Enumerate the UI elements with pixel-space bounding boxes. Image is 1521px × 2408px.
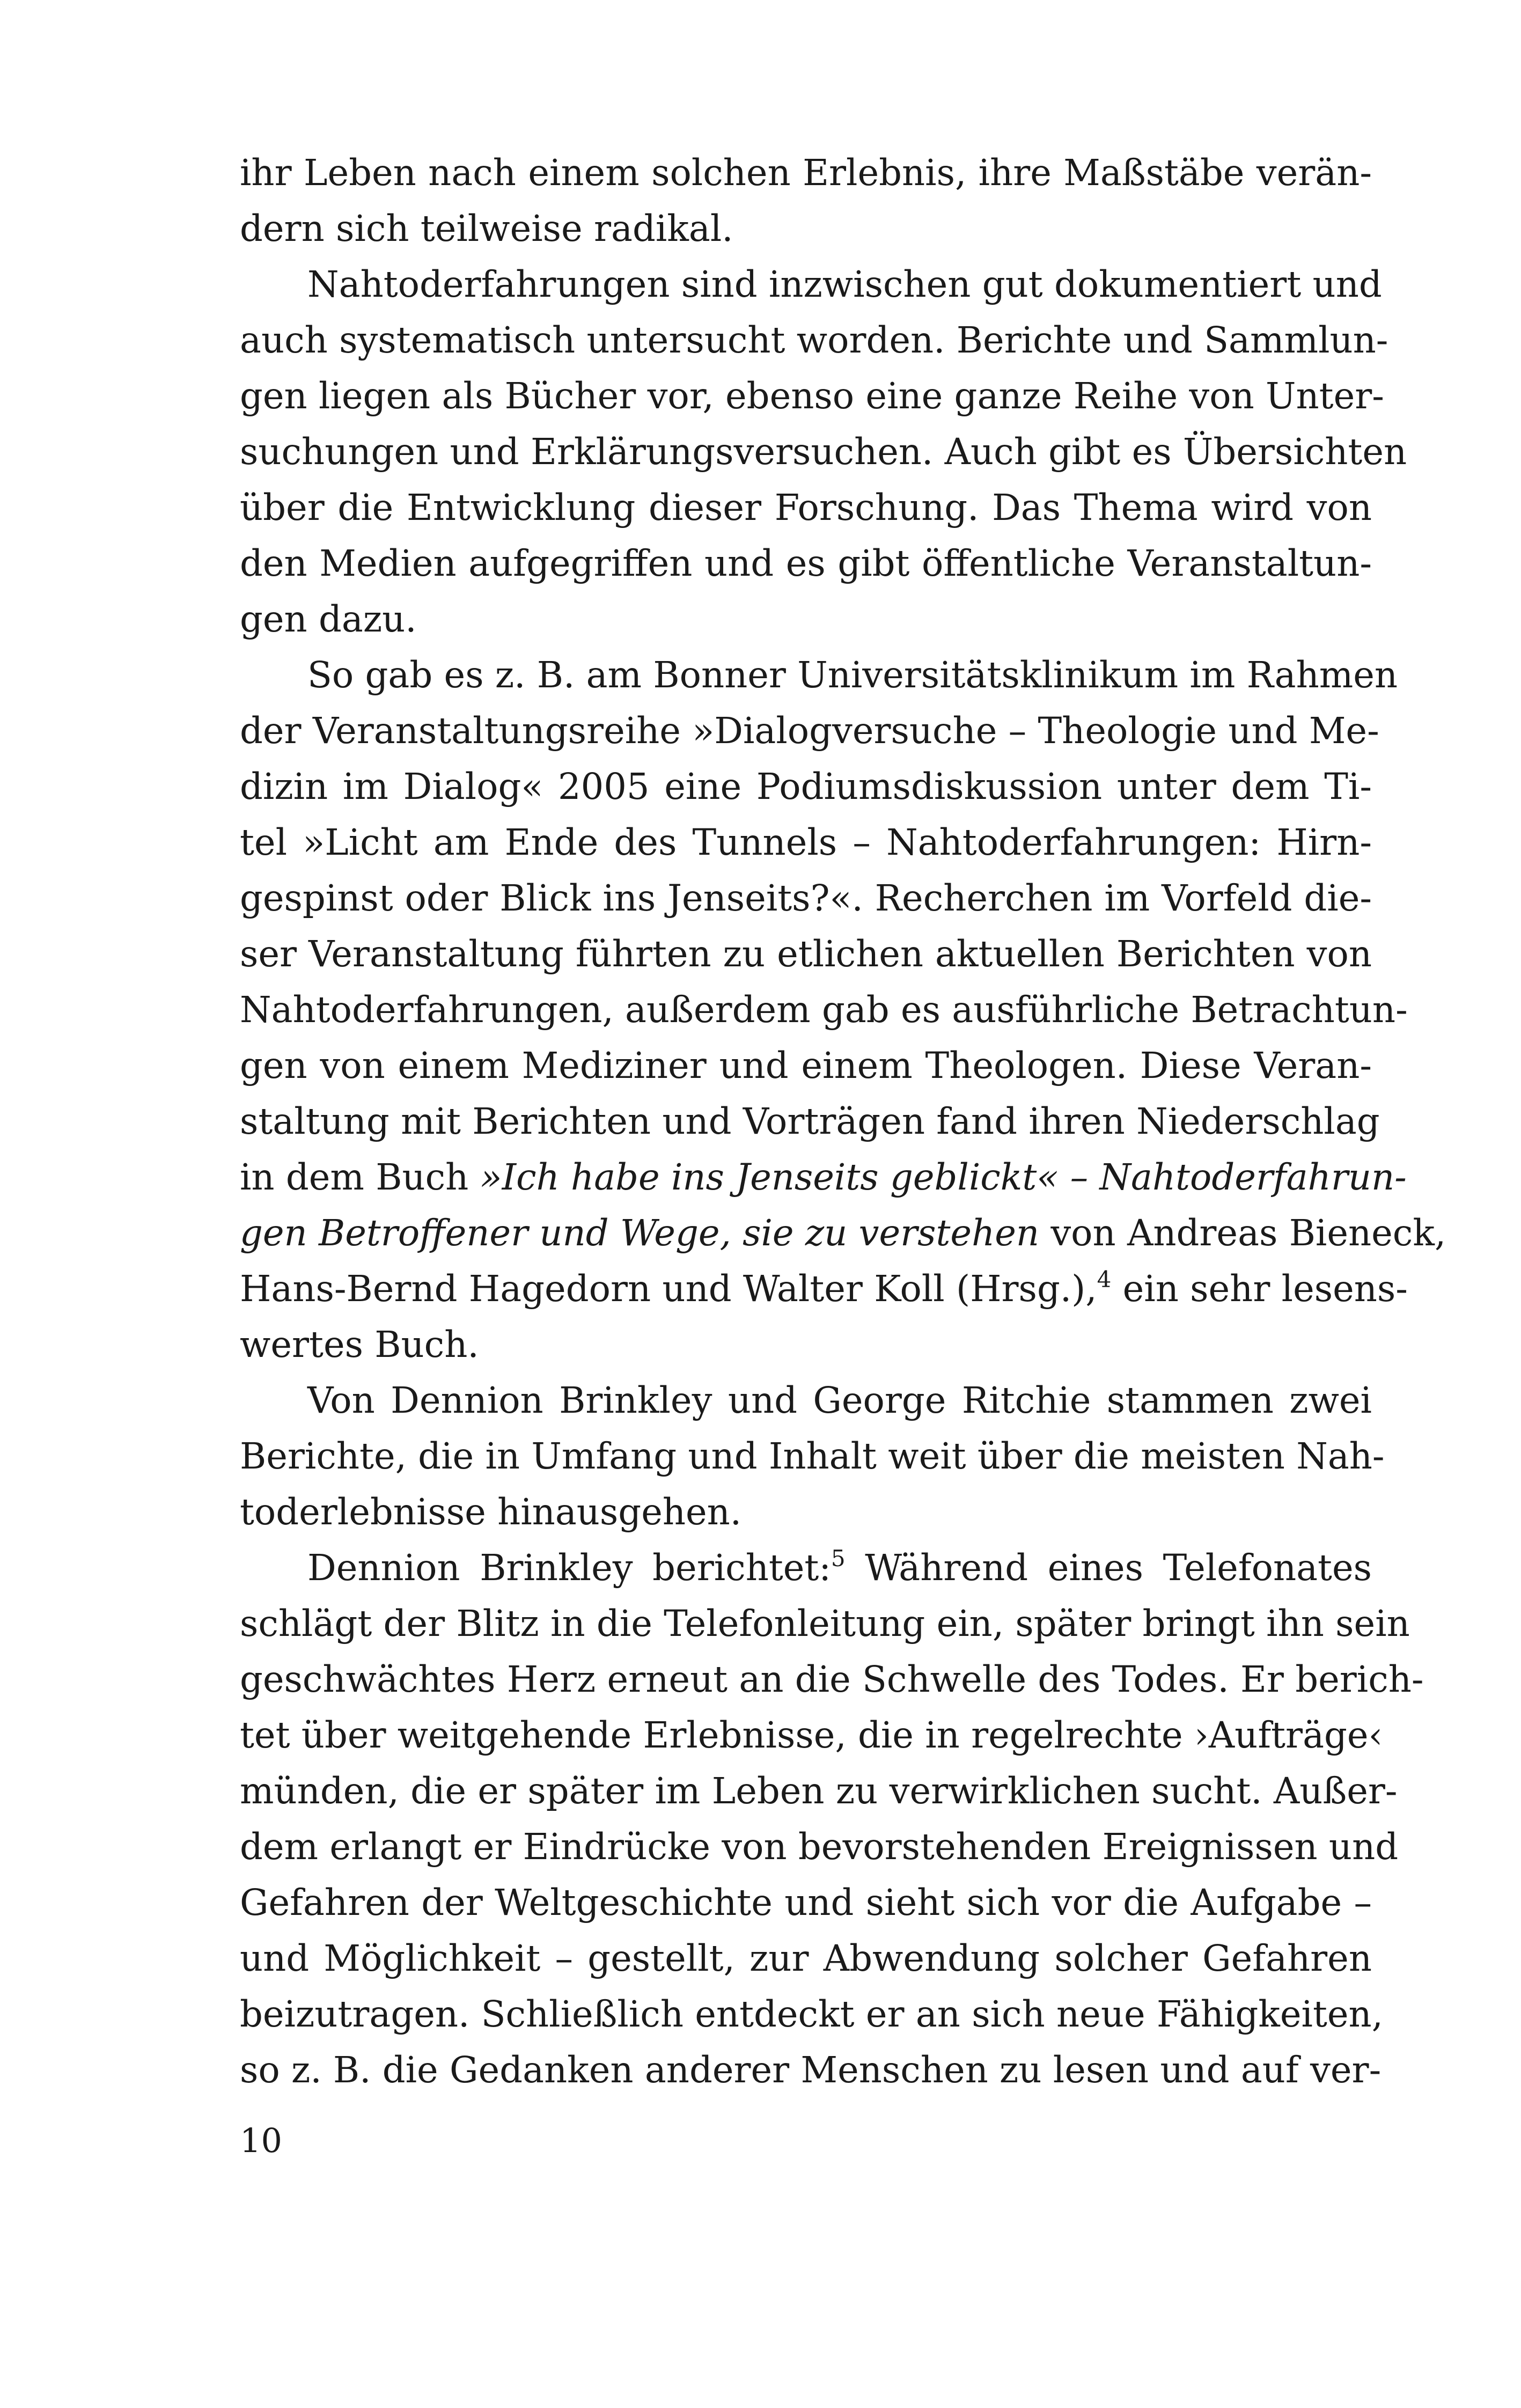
text-line: den Medien aufgegriffen und es gibt öffentliche Veranstaltun- — [240, 542, 1372, 584]
text-segment: Hans-Bernd Hagedorn und Walter Koll (Hrsg.), — [240, 1268, 1097, 1310]
text-line — [240, 1261, 1408, 1317]
book-page-text — [240, 145, 1446, 2098]
text-line: auch systematisch untersucht worden. Berichte und Sammlun- — [240, 319, 1388, 361]
text-line: geschwächtes Herz erneut an die Schwelle des Todes. Er berich- — [240, 1658, 1424, 1700]
text-segment: ein sehr lesens- — [1111, 1268, 1408, 1310]
text-line: münden, die er später im Leben zu verwirklichen sucht. Außer- — [240, 1770, 1398, 1812]
text-line: gespinst oder Blick ins Jenseits?«. Recherchen im Vorfeld die- — [240, 877, 1372, 919]
text-line: Nahtoderfahrungen sind inzwischen gut dokumentiert und — [307, 263, 1382, 305]
text-line: beizutragen. Schließlich entdeckt er an sich neue Fähigkeiten, — [240, 1993, 1383, 2035]
text-line: Von Dennion Brinkley und George Ritchie stammen zwei — [307, 1379, 1372, 1421]
text-line: Gefahren der Weltgeschichte und sieht sich vor die Aufgabe – — [240, 1882, 1372, 1924]
text-line: Nahtoderfahrungen, außerdem gab es ausführliche Betrachtun- — [240, 989, 1408, 1031]
text-line: so z. B. die Gedanken anderer Menschen zu lesen und auf ver- — [240, 2049, 1382, 2091]
text-line: über die Entwicklung dieser Forschung. Das Thema wird von — [240, 487, 1372, 528]
text-line: der Veranstaltungsreihe »Dialogversuche – Theologie und Me- — [240, 710, 1379, 752]
paragraph-4 — [240, 1372, 1385, 1540]
text-line: Berichte, die in Umfang und Inhalt weit über die meisten Nah- — [240, 1435, 1385, 1477]
text-line: toderlebnisse hinausgehen. — [240, 1491, 742, 1533]
text-line: dem erlangt er Eindrücke von bevorstehenden Ereignissen und — [240, 1826, 1399, 1868]
text-line: tet über weitgehende Erlebnisse, die in regelrechte ›Aufträge‹ — [240, 1714, 1383, 1756]
text-line: tel »Licht am Ende des Tunnels – Nahtoderfahrungen: Hirn- — [240, 821, 1372, 863]
text-line: schlägt der Blitz in die Telefonleitung ein, später bringt ihn sein — [240, 1603, 1410, 1645]
text-segment: von Andreas Bieneck, — [1039, 1212, 1446, 1254]
text-segment: in dem Buch — [240, 1156, 480, 1198]
text-line — [240, 1149, 1407, 1205]
text-line: gen von einem Mediziner und einem Theologen. Diese Veran- — [240, 1045, 1372, 1086]
footnote-marker: 4 — [1097, 1266, 1112, 1293]
page-number: 10 — [240, 2121, 282, 2160]
text-line: So gab es z. B. am Bonner Universitätsklinikum im Rahmen — [307, 654, 1398, 696]
text-segment: Während eines Telefonates — [845, 1547, 1372, 1589]
text-line: suchungen und Erklärungsversuchen. Auch gibt es Übersichten — [240, 431, 1407, 473]
text-line: ser Veranstaltung führten zu etlichen aktuellen Berichten von — [240, 933, 1372, 975]
text-segment: Dennion Brinkley berichtet: — [307, 1547, 831, 1589]
text-line: ihr Leben nach einem solchen Erlebnis, ihre Maßstäbe verän- — [240, 152, 1372, 194]
paragraph-3 — [240, 647, 1446, 1372]
footnote-marker: 5 — [831, 1545, 846, 1572]
paragraph-2 — [240, 256, 1407, 647]
text-line: dizin im Dialog« 2005 eine Podiumsdiskussion unter dem Ti- — [240, 766, 1372, 807]
text-line — [240, 1540, 1372, 1596]
text-line: wertes Buch. — [240, 1324, 479, 1365]
text-line: gen dazu. — [240, 598, 417, 640]
text-line: gen liegen als Bücher vor, ebenso eine ganze Reihe von Unter- — [240, 375, 1384, 417]
paragraph-5 — [240, 1540, 1424, 2098]
book-title-italic: gen Betroffener und Wege, sie zu verstehen — [240, 1212, 1040, 1254]
text-line: und Möglichkeit – gestellt, zur Abwendung solcher Gefahren — [240, 1937, 1372, 1979]
book-title-italic: »Ich habe ins Jenseits geblickt« – Nahtoderfahrun- — [480, 1156, 1407, 1198]
text-line — [240, 1205, 1446, 1261]
paragraph-1 — [240, 145, 1372, 256]
text-line: staltung mit Berichten und Vorträgen fand ihren Niederschlag — [240, 1100, 1380, 1142]
text-line: dern sich teilweise radikal. — [240, 208, 733, 249]
